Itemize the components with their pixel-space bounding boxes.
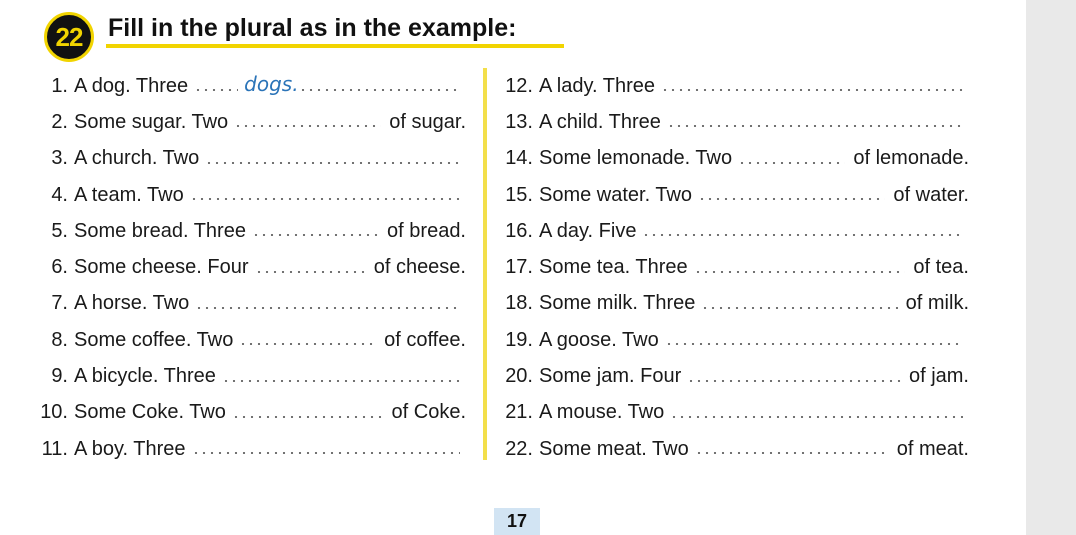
item-prompt: Some sugar. Two (74, 110, 229, 133)
answer-blank[interactable] (195, 307, 460, 309)
item-suffix: of lemonade. (853, 147, 969, 170)
answer-blank[interactable] (252, 234, 379, 236)
exercise-item (38, 213, 466, 249)
answer-blank[interactable] (255, 271, 366, 273)
item-prompt: Some milk. Three (539, 292, 696, 315)
item-number: 6. (51, 256, 68, 279)
item-number: 22. (505, 437, 533, 460)
item-suffix: of cheese. (373, 256, 466, 279)
exercise-item (497, 395, 969, 431)
exercise-item (497, 322, 969, 358)
exercise-item (38, 249, 466, 285)
exercise-item (497, 104, 969, 140)
item-number: 8. (51, 328, 68, 351)
item-prompt: Some Coke. Two (74, 401, 226, 424)
answer-blank[interactable] (670, 416, 963, 418)
page-number: 17 (494, 508, 540, 535)
answer-blank[interactable] (239, 343, 376, 345)
exercise-item (497, 177, 969, 213)
left-column (38, 68, 466, 467)
item-prompt: Some lemonade. Two (539, 147, 733, 170)
item-number: 2. (51, 110, 68, 133)
item-number: 10. (40, 401, 68, 424)
answer-blank[interactable] (222, 380, 460, 382)
answer-blank[interactable] (194, 89, 238, 91)
exercise-item (38, 104, 466, 140)
item-number: 16. (505, 219, 533, 242)
answer-blank[interactable] (687, 380, 901, 382)
item-prompt: Some water. Two (539, 183, 693, 206)
item-number: 11. (41, 437, 68, 460)
item-suffix: of water. (893, 183, 969, 206)
exercise-number: 22 (55, 21, 83, 52)
exercise-item (38, 431, 466, 467)
item-suffix: of sugar. (389, 110, 466, 133)
answer-blank[interactable] (665, 343, 963, 345)
item-suffix: of jam. (908, 365, 969, 388)
exercise-item (497, 141, 969, 177)
title-underline (106, 44, 564, 48)
answer-blank[interactable] (642, 234, 963, 236)
item-number: 21. (505, 401, 533, 424)
item-suffix: of milk. (905, 292, 969, 315)
item-prompt: A child. Three (539, 110, 661, 133)
item-suffix: of meat. (896, 437, 969, 460)
item-suffix: of tea. (913, 256, 969, 279)
item-prompt: Some meat. Two (539, 437, 689, 460)
item-number: 12. (505, 74, 533, 97)
item-suffix: of Coke. (391, 401, 466, 424)
handwritten-answer: dogs. (244, 72, 299, 97)
item-prompt: Some coffee. Two (74, 328, 234, 351)
item-number: 17. (505, 256, 533, 279)
item-prompt: Some cheese. Four (74, 256, 249, 279)
item-prompt: A team. Two (74, 183, 184, 206)
exercise-item (38, 322, 466, 358)
exercise-item (38, 141, 466, 177)
exercise-item (497, 431, 969, 467)
answer-blank[interactable] (698, 198, 885, 200)
exercise-title: Fill in the plural as in the example: (108, 14, 517, 42)
item-number: 20. (505, 365, 533, 388)
answer-blank[interactable] (232, 416, 384, 418)
item-suffix: of bread. (387, 219, 466, 242)
column-divider (483, 68, 487, 460)
right-column (497, 68, 969, 467)
item-number: 7. (51, 292, 68, 315)
item-prompt: A dog. Three (74, 74, 189, 97)
item-prompt: A lady. Three (539, 74, 655, 97)
exercise-item (38, 68, 466, 104)
item-number: 19. (505, 328, 533, 351)
item-number: 4. (51, 183, 68, 206)
item-number: 5. (51, 219, 68, 242)
exercise-item (38, 286, 466, 322)
exercise-item (497, 249, 969, 285)
item-prompt: A bicycle. Three (74, 365, 216, 388)
item-suffix: of coffee. (384, 328, 466, 351)
answer-blank[interactable] (299, 89, 460, 91)
answer-blank[interactable] (695, 452, 889, 454)
exercise-item (38, 395, 466, 431)
item-number: 13. (505, 110, 533, 133)
item-prompt: Some tea. Three (539, 256, 688, 279)
side-panel (1026, 0, 1076, 535)
item-prompt: A boy. Three (74, 437, 186, 460)
answer-blank[interactable] (738, 162, 845, 164)
item-prompt: Some jam. Four (539, 365, 682, 388)
item-number: 3. (51, 147, 68, 170)
exercise-number-badge (44, 12, 94, 62)
item-prompt: A goose. Two (539, 328, 659, 351)
item-prompt: A mouse. Two (539, 401, 665, 424)
item-prompt: Some bread. Three (74, 219, 246, 242)
item-number: 9. (51, 365, 68, 388)
answer-blank[interactable] (661, 89, 963, 91)
exercise-item (38, 358, 466, 394)
item-prompt: A church. Two (74, 147, 200, 170)
answer-blank[interactable] (190, 198, 460, 200)
item-prompt: A day. Five (539, 219, 637, 242)
exercise-item (497, 213, 969, 249)
exercise-item (497, 358, 969, 394)
exercise-item (497, 68, 969, 104)
answer-blank[interactable] (205, 162, 460, 164)
item-number: 18. (505, 292, 533, 315)
answer-blank[interactable] (667, 125, 963, 127)
answer-blank[interactable] (694, 271, 906, 273)
answer-blank[interactable] (234, 125, 381, 127)
answer-blank[interactable] (192, 452, 460, 454)
item-number: 14. (505, 147, 533, 170)
item-number: 1. (51, 74, 68, 97)
answer-blank[interactable] (701, 307, 897, 309)
item-number: 15. (505, 183, 533, 206)
exercise-item (497, 286, 969, 322)
exercise-item (38, 177, 466, 213)
item-prompt: A horse. Two (74, 292, 190, 315)
